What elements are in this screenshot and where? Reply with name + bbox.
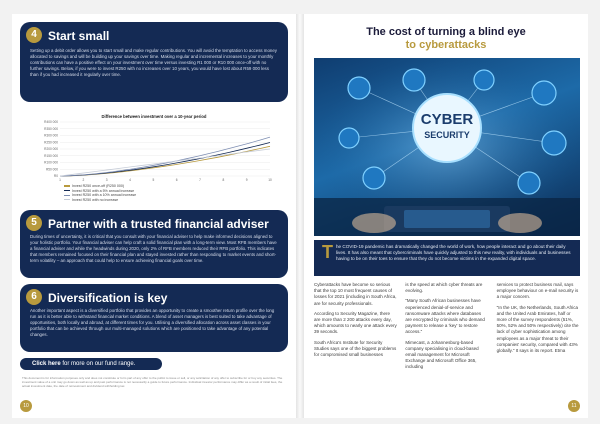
left-page (12, 14, 296, 418)
legend-label: Invest R250 with a 5% annual increase (72, 188, 135, 193)
section-number-badge: 5 (26, 215, 42, 231)
section-number-badge: 6 (26, 289, 42, 305)
section-number-badge: 4 (26, 27, 42, 43)
globe-node-icon (403, 69, 425, 91)
y-tick-label: R50 000 (45, 167, 58, 172)
page-gutter (296, 14, 304, 418)
article-title-line2: to cyberattacks (405, 39, 487, 51)
cloud-node-icon (339, 128, 359, 148)
article-title-line1: The cost of turning a blind eye (366, 26, 526, 38)
x-tick-label: 10 (268, 178, 272, 182)
lock-node-icon (542, 131, 566, 155)
series-line (60, 137, 270, 176)
section-financial-adviser (20, 210, 288, 278)
legend-label: Invest R250 with no increase (72, 197, 119, 202)
user-node-icon (532, 81, 556, 105)
y-tick-label: R100 000 (44, 160, 58, 165)
paragraph: is the speed at which cyber threats are evolving. (405, 282, 483, 294)
section-body: Setting up a debit order allows you to start small and make regular contributions. You will avoid the temptation to access money allocated to savings and will be building up your savings over time. Making regular and incremental increases to your monthly contributions can have a positive effect on your investment over time versus investing R1 000 or R10 000 once-off with no further savings. Below, if you were to invest R250 with no increases over 10 years, you would have lost about R59 000 less than if you had increased it regularly over time. (30, 48, 277, 77)
paragraph: Cyberattacks have become so serious that the top 10 most frequent causes of losses for 2021 (including in South Africa, are for security professionals. (314, 282, 397, 306)
y-tick-label: R250 000 (44, 140, 58, 145)
article-body (314, 282, 580, 392)
legend-swatch (64, 185, 70, 186)
section-title: Partner with a trusted financial adviser (48, 217, 269, 231)
x-tick-label: 1 (59, 178, 61, 182)
disclaimer-footnote: This document is for information purposes only and does not constitute or form part of any offer to the public to issue or sell, or any solicitation of any offer to subscribe for or buy any securities. The investment value of a unit may go down as well as up and past performance is not necessarily a guide to future performance. Individual investor performance may differ as a result of initial fees, the actual investment date, the date of reinvestment and dividend withholding tax. (22, 376, 283, 388)
paragraph: services to protect business mail, says employee behaviour on e-mail security is a major concern. (496, 282, 579, 300)
security-text: SECURITY (424, 130, 470, 140)
section-start-small (20, 22, 288, 102)
legend-label: Invest R250 with a 10% annual increase (72, 193, 137, 198)
section-body: Another important aspect is a diversified portfolio that provides an opportunity to create a smoother return profile over the long run as it is better able to withstand financial market conditions. A blend of asset managers is best suited to take advantage of opportunities, both locally and abroad, at different times for you. Utilising a diversified allocation across asset classes in your portfolio that can be achieved through our multi-managed solutions which are positioned to take advantage of any potential changes. (30, 308, 275, 337)
y-tick-label: R300 000 (44, 133, 58, 138)
x-tick-label: 5 (152, 178, 155, 182)
cyber-security-illustration (314, 58, 580, 236)
x-tick-label: 6 (175, 178, 178, 182)
section-body: During times of uncertainty, it is critical that you consult with your financial adviser to help make informed decisions aligned to your holistic portfolio. Your financial adviser can help craft a solid financial plan with a long-term view. Most RFB members have a financial adviser and while the headwinds during 2020, only 2% of RFB members reduced their RFB portfolio. This indicates that members remained focused on their financial plan and stayed invested rather than responding to market events and short-term volatility – an approach that could help to ensure achieving financial goals over time. (30, 234, 277, 263)
x-tick-label: 2 (82, 178, 85, 182)
section-diversification (20, 284, 288, 352)
cyber-text: CYBER (420, 111, 474, 128)
paragraph: "Many South African businesses have experienced denial-of-service and ransomware attacks where databases are encrypted by criminals who demand payment to release a 'key' to restore access." (405, 298, 485, 335)
email-node-icon (518, 172, 540, 194)
legend-swatch (64, 195, 70, 196)
shield-node-icon (348, 77, 370, 99)
x-tick-label: 7 (199, 178, 201, 182)
cyber-security-image (314, 58, 580, 236)
series-line (60, 143, 270, 177)
paragraph: "In the UK, the Netherlands, South Africa and the United Arab Emirates, half or more of the survey respondents (51%, 50%, 52% and 50% respectively) cite the lack of cyber sophistication among employees as a major threat to their companies' security, compared with 43% globally." It says in its report. Etma (496, 304, 579, 354)
key-node-icon (474, 70, 494, 90)
article-column-2 (405, 282, 488, 392)
page-number: 10 (20, 400, 32, 412)
x-tick-label: 8 (222, 178, 225, 182)
section-title: Diversification is key (48, 291, 168, 305)
click-here-text[interactable]: Click here (32, 361, 61, 367)
paragraph: South Africa's Institute for Security Studies says one of the biggest problems for compromised small businesses (314, 339, 397, 358)
click-rest-text: for more on our fund range. (60, 361, 136, 367)
fund-range-link[interactable] (20, 358, 162, 370)
series-line (60, 146, 270, 176)
legend-swatch (64, 190, 70, 191)
article-title (304, 26, 588, 52)
page-number: 11 (568, 400, 580, 412)
article-intro (314, 240, 580, 276)
y-tick-label: R400 000 (44, 120, 58, 125)
right-page (304, 14, 588, 418)
legend-entry (64, 198, 136, 203)
intro-text: he COVID-19 pandemic has dramatically changed the world of work, how people interact and go about their daily lives. It has also meant that cybercriminals have quickly adjusted to this new reality, with individuals and businesses having to be on their toes to ensure that they do not become victims in the expanded digital space. (336, 244, 571, 261)
y-tick-label: R150 000 (44, 153, 58, 158)
x-tick-label: 4 (129, 178, 131, 182)
y-tick-label: R0 (53, 174, 58, 179)
investment-chart (30, 110, 278, 202)
paragraph: According to Security Magazine, there are more than 2 200 attacks every day, which amounts to nearly one attack every 39 seconds. (314, 310, 397, 335)
legend-swatch (64, 199, 70, 200)
article-column-1 (314, 282, 397, 392)
y-tick-label: R200 000 (44, 147, 58, 152)
x-tick-label: 3 (105, 178, 108, 182)
paragraph: Mimecast, a Johannesburg-based company specialising in cloud-based email management for Microsoft Exchange and Microsoft Office 365, including (405, 339, 479, 370)
y-tick-label: R350 000 (44, 126, 58, 131)
x-tick-label: 9 (245, 178, 248, 182)
chart-legend (64, 184, 136, 202)
gear-node-icon (363, 167, 385, 189)
article-column-3 (497, 282, 580, 392)
drop-cap: T (322, 242, 333, 262)
chart-title: Difference between investment over a 10-year period (101, 114, 207, 119)
section-title: Start small (48, 29, 110, 43)
legend-label: Invest R250 once-off (R250 000) (72, 184, 125, 188)
